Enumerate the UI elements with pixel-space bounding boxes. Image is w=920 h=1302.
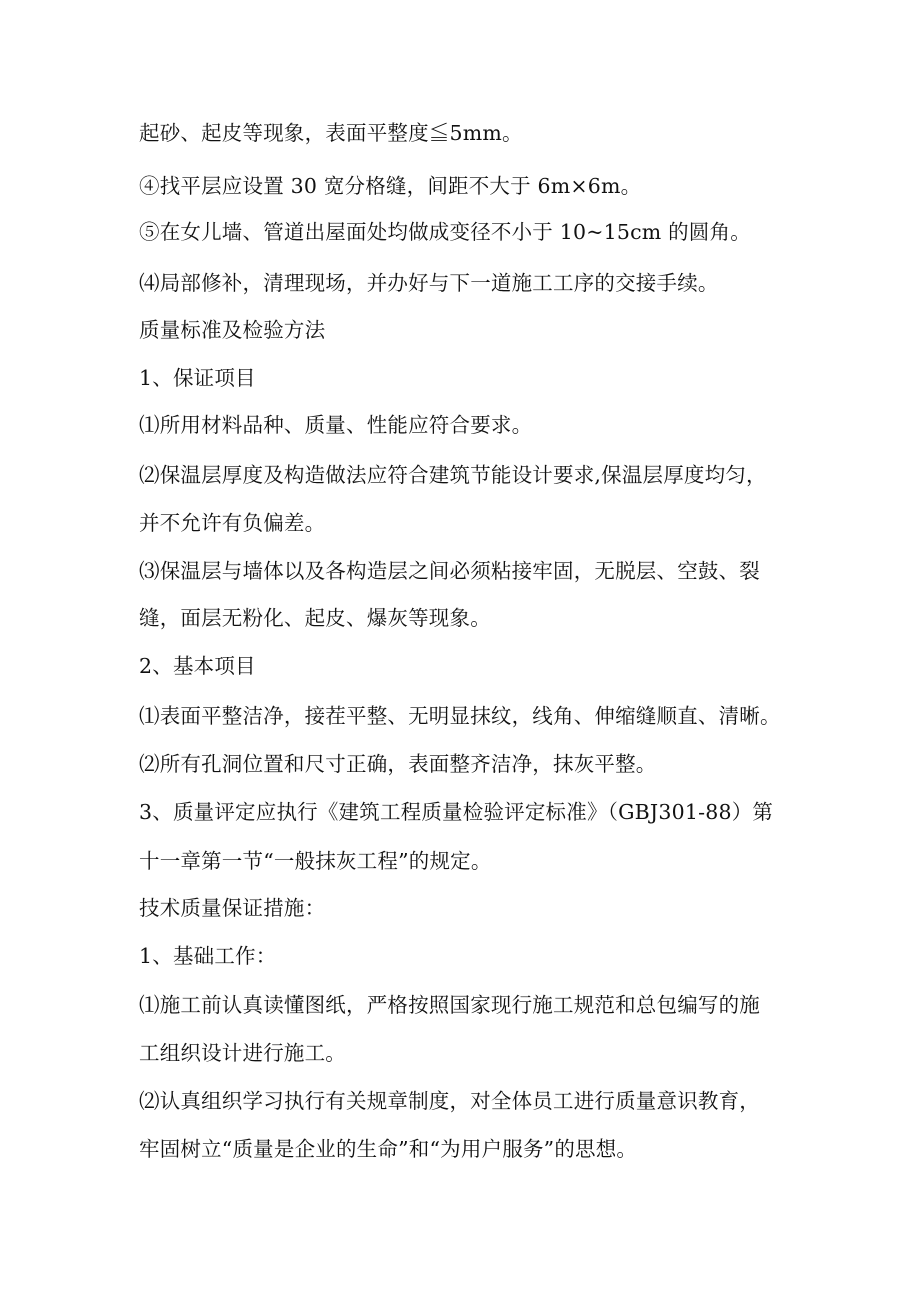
text-line: ⑤在女儿墙、管道出屋面处均做成变径不小于 10~15cm 的圆角。 [139,220,751,244]
text-line: ⑴施工前认真读懂图纸，严格按照国家现行施工规范和总包编写的施 [139,993,760,1017]
text-line: ⑶保温层与墙体以及各构造层之间必须粘接牢固，无脱层、空鼓、裂 [139,559,760,583]
section-heading: 质量标准及检验方法 [139,318,326,342]
text-line: 3、质量评定应执行《建筑工程质量检验评定标准》（GBJ301-88）第 [139,800,774,824]
text-line: ⑵所有孔洞位置和尺寸正确，表面整齐洁净，抹灰平整。 [139,752,657,776]
text-line: 并不允许有负偏差。 [139,511,326,535]
text-line: ④找平层应设置 30 宽分格缝，间距不大于 6m×6m。 [139,174,642,198]
text-line: ⑷局部修补，清理现场，并办好与下一道施工工序的交接手续。 [139,271,719,295]
text-line: 工组织设计进行施工。 [139,1041,346,1065]
text-line: 起砂、起皮等现象，表面平整度≦5mm。 [139,121,523,145]
subsection-heading: 1、保证项目 [139,366,256,390]
subsection-heading: 2、基本项目 [139,654,256,678]
subsection-heading: 1、基础工作： [139,944,277,968]
text-line: 缝，面层无粉化、起皮、爆灰等现象。 [139,606,491,630]
text-line: ⑴所用材料品种、质量、性能应符合要求。 [139,413,533,437]
section-heading: 技术质量保证措施： [139,896,326,920]
text-line: 牢固树立“质量是企业的生命”和“为用户服务”的思想。 [139,1137,638,1161]
text-line: ⑵认真组织学习执行有关规章制度，对全体员工进行质量意识教育， [139,1089,760,1113]
text-line: ⑴表面平整洁净，接茬平整、无明显抹纹，线角、伸缩缝顺直、清晰。 [139,704,781,728]
text-line: 十一章第一节“一般抹灰工程”的规定。 [139,849,492,873]
text-line: ⑵保温层厚度及构造做法应符合建筑节能设计要求,保温层厚度均匀， [139,463,767,487]
